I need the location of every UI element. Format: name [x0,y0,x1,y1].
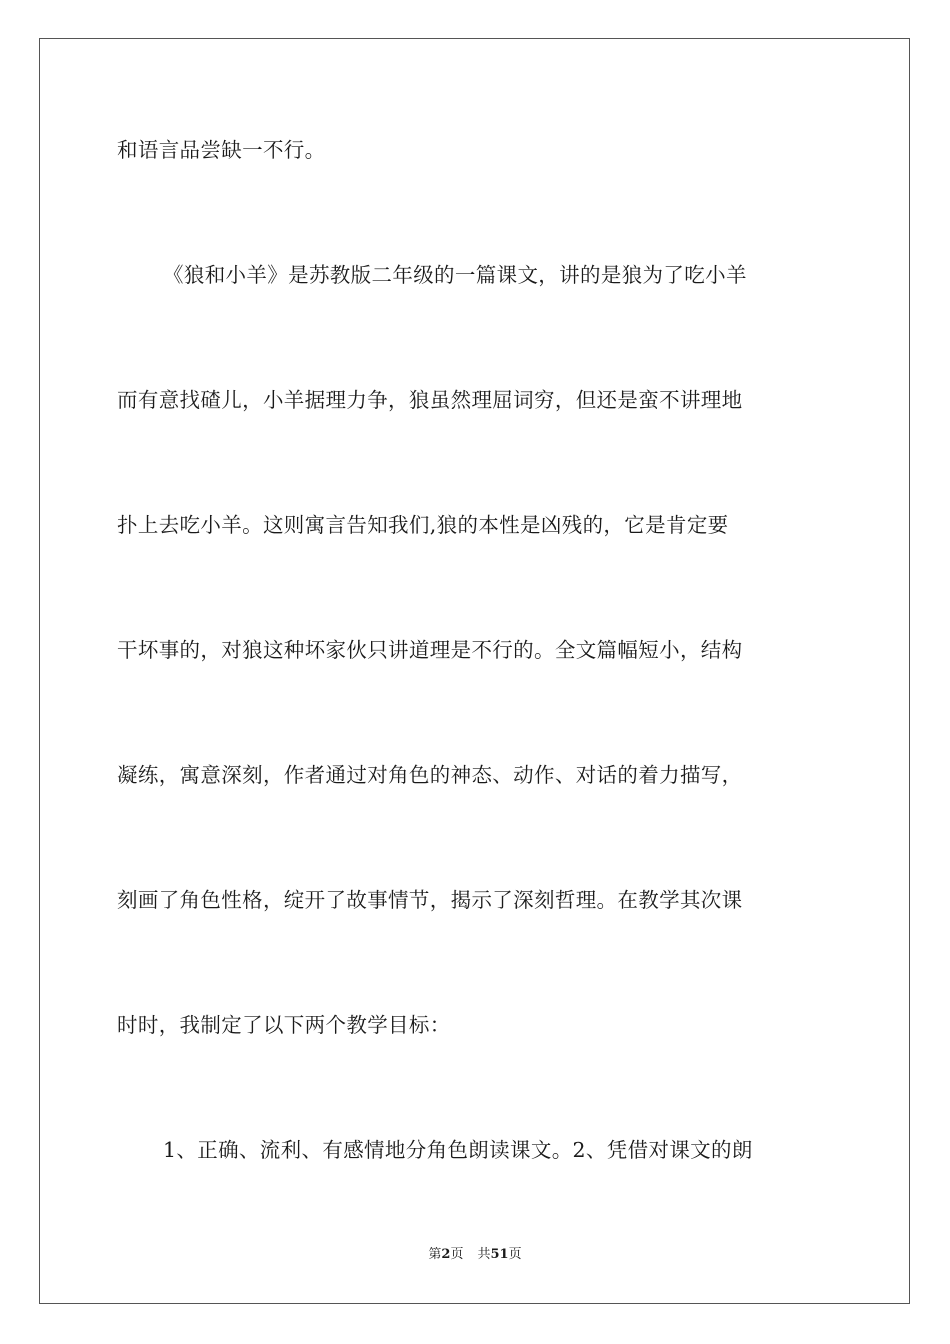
text-line-7: 刻画了角色性格，绽开了故事情节，揭示了深刻哲理。在教学其次课 [117,888,743,912]
footer-total-prefix: 共 [477,1247,491,1262]
text-line-4: 扑上去吃小羊。这则寓言告知我们,狼的本性是凶残的，它是肯定要 [117,513,729,537]
footer-total-suffix: 页 [508,1247,522,1262]
text-line-2: 《狼和小羊》是苏教版二年级的一篇课文，讲的是狼为了吃小羊 [163,263,747,287]
page-footer [0,1246,950,1264]
text-line-9: 1、正确、流利、有感情地分角色朗读课文。2、凭借对课文的朗 [163,1138,753,1162]
text-line-5: 干坏事的，对狼这种坏家伙只讲道理是不行的。全文篇幅短小，结构 [117,638,743,662]
text-line-3: 而有意找碴儿，小羊据理力争，狼虽然理屈词穷，但还是蛮不讲理地 [117,388,743,412]
footer-page-suffix: 页 [450,1247,464,1262]
text-line-6: 凝练，寓意深刻，作者通过对角色的神态、动作、对话的着力描写， [117,763,743,787]
page-border [39,38,910,1304]
footer-total-pages: 51 [490,1247,509,1262]
text-line-8: 时时，我制定了以下两个教学目标： [117,1013,451,1037]
footer-page-prefix: 第 [428,1247,442,1262]
footer-page-number: 2 [441,1247,451,1262]
text-line-1: 和语言品尝缺一不行。 [117,138,326,162]
